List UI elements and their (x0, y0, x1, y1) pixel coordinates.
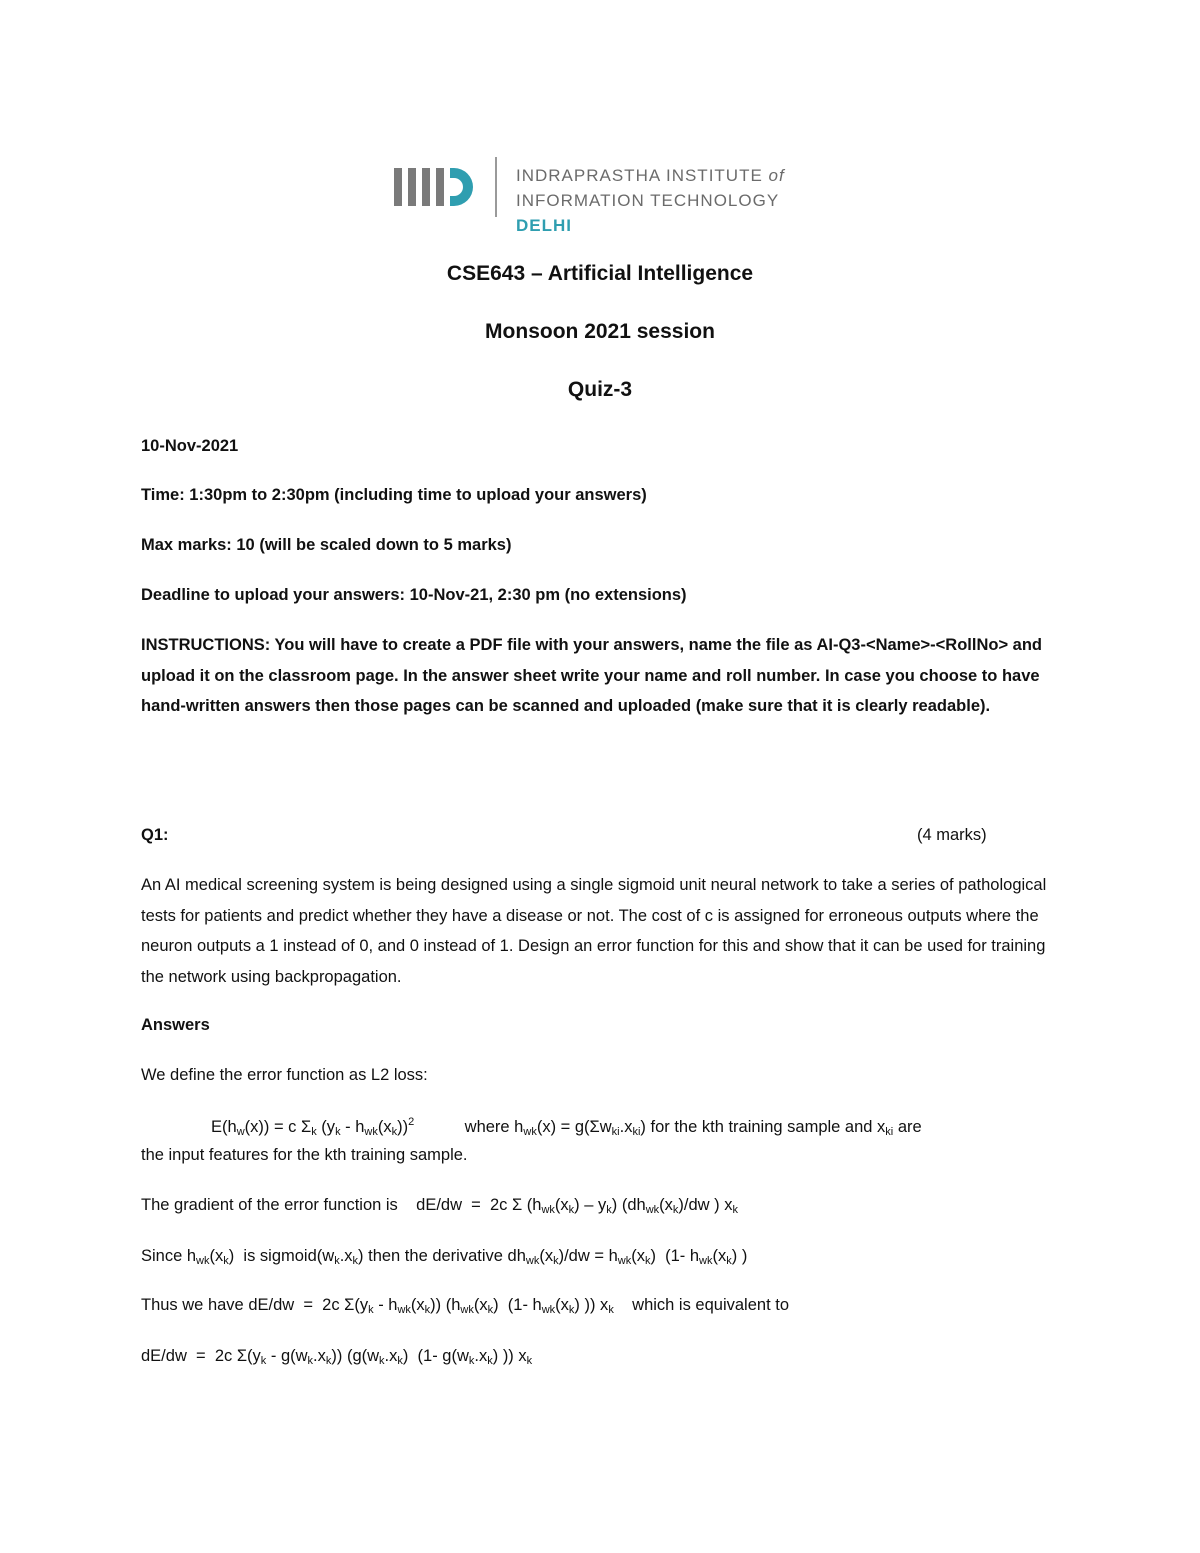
logo-divider (495, 157, 497, 217)
quiz-date: 10-Nov-2021 (141, 437, 239, 455)
question-marks: (4 marks) (917, 826, 987, 844)
gradient-line: The gradient of the error function is dE/dw = 2c Σ $(h_{wk}(x_k) - y_k)$ ($dh_{wk}(x_k)/dw$ ) $x_k$ (141, 1196, 738, 1216)
quiz-time: Time: 1:30pm to 2:30pm (including time to upload your answers) (141, 486, 647, 504)
answers-intro: We define the error function as L2 loss: (141, 1066, 428, 1084)
max-marks: Max marks: 10 (will be scaled down to 5 marks) (141, 536, 512, 554)
quiz-title: Quiz-3 (567, 378, 633, 401)
course-title: CSE643 – Artificial Intelligence (446, 262, 754, 285)
equation-explanation: the input features for the kth training sample. (141, 1146, 468, 1164)
question-text: An AI medical screening system is being designed using a single sigmoid unit neural network to take a series of pathological tests for patients and predict whether they have a disease or not. The cost of c is assigned for erroneous outputs where the neuron outputs a 1 instead of 0, and 0 instead of 1. Design an error function for this and show that it can be used for training the network using backpropagation. (141, 876, 1047, 986)
session-title: Monsoon 2021 session (485, 320, 715, 343)
institute-logo (394, 155, 814, 235)
error-function-equation: $E(h_w(x)) = c$ $\Sigma_k$ $(y_k - h_{wk}(x_k))^2$ where $h_{wk}(x) = g(\Sigma w_{ki}.x_{ki})$ for the kth training sample and $x_{ki}$ are (211, 1116, 922, 1138)
deadline: Deadline to upload your answers: 10-Nov-21, 2:30 pm (no extensions) (141, 586, 687, 604)
question-label: Q1: (141, 826, 169, 844)
answers-heading: Answers (141, 1016, 210, 1034)
iiitd-logo-mark (394, 168, 478, 218)
instructions: INSTRUCTIONS: You will have to create a PDF file with your answers, name the file as AI-Q3-<Name>-<RollNo> and upload it on the classroom page. In the answer sheet write your name and roll number. In case you choose to have hand-written answers then those pages can be scanned and uploaded (make sure that it is clearly readable). (141, 636, 1042, 715)
institute-name: INDRAPRASTHA INSTITUTE of INFORMATION TECHNOLOGY DELHI (516, 166, 785, 235)
sigmoid-derivative-line: Since $h_{wk}(x_k)$ is $sigmoid(w_k.x_k)$ then the derivative $dh_{wk}(x_k)/dw = h_{wk}(x_k)$ (1- $h_{wk}(x_k)$ ) (141, 1247, 748, 1267)
thus-line: Thus we have dE/dw = 2c $\Sigma(y_k - h_{wk}(x_k))$ ($h_{wk}(x_k)$ (1- $h_{wk}(x_k)$ )) $x_k$ which is equivalent to (141, 1296, 789, 1316)
final-gradient-equation: dE/dw = 2c $\Sigma(y_k - g(w_k.x_k))$ ($g(w_k.x_k)$ (1- $g(w_k.x_k)$ )) $x_k$ (141, 1347, 533, 1367)
